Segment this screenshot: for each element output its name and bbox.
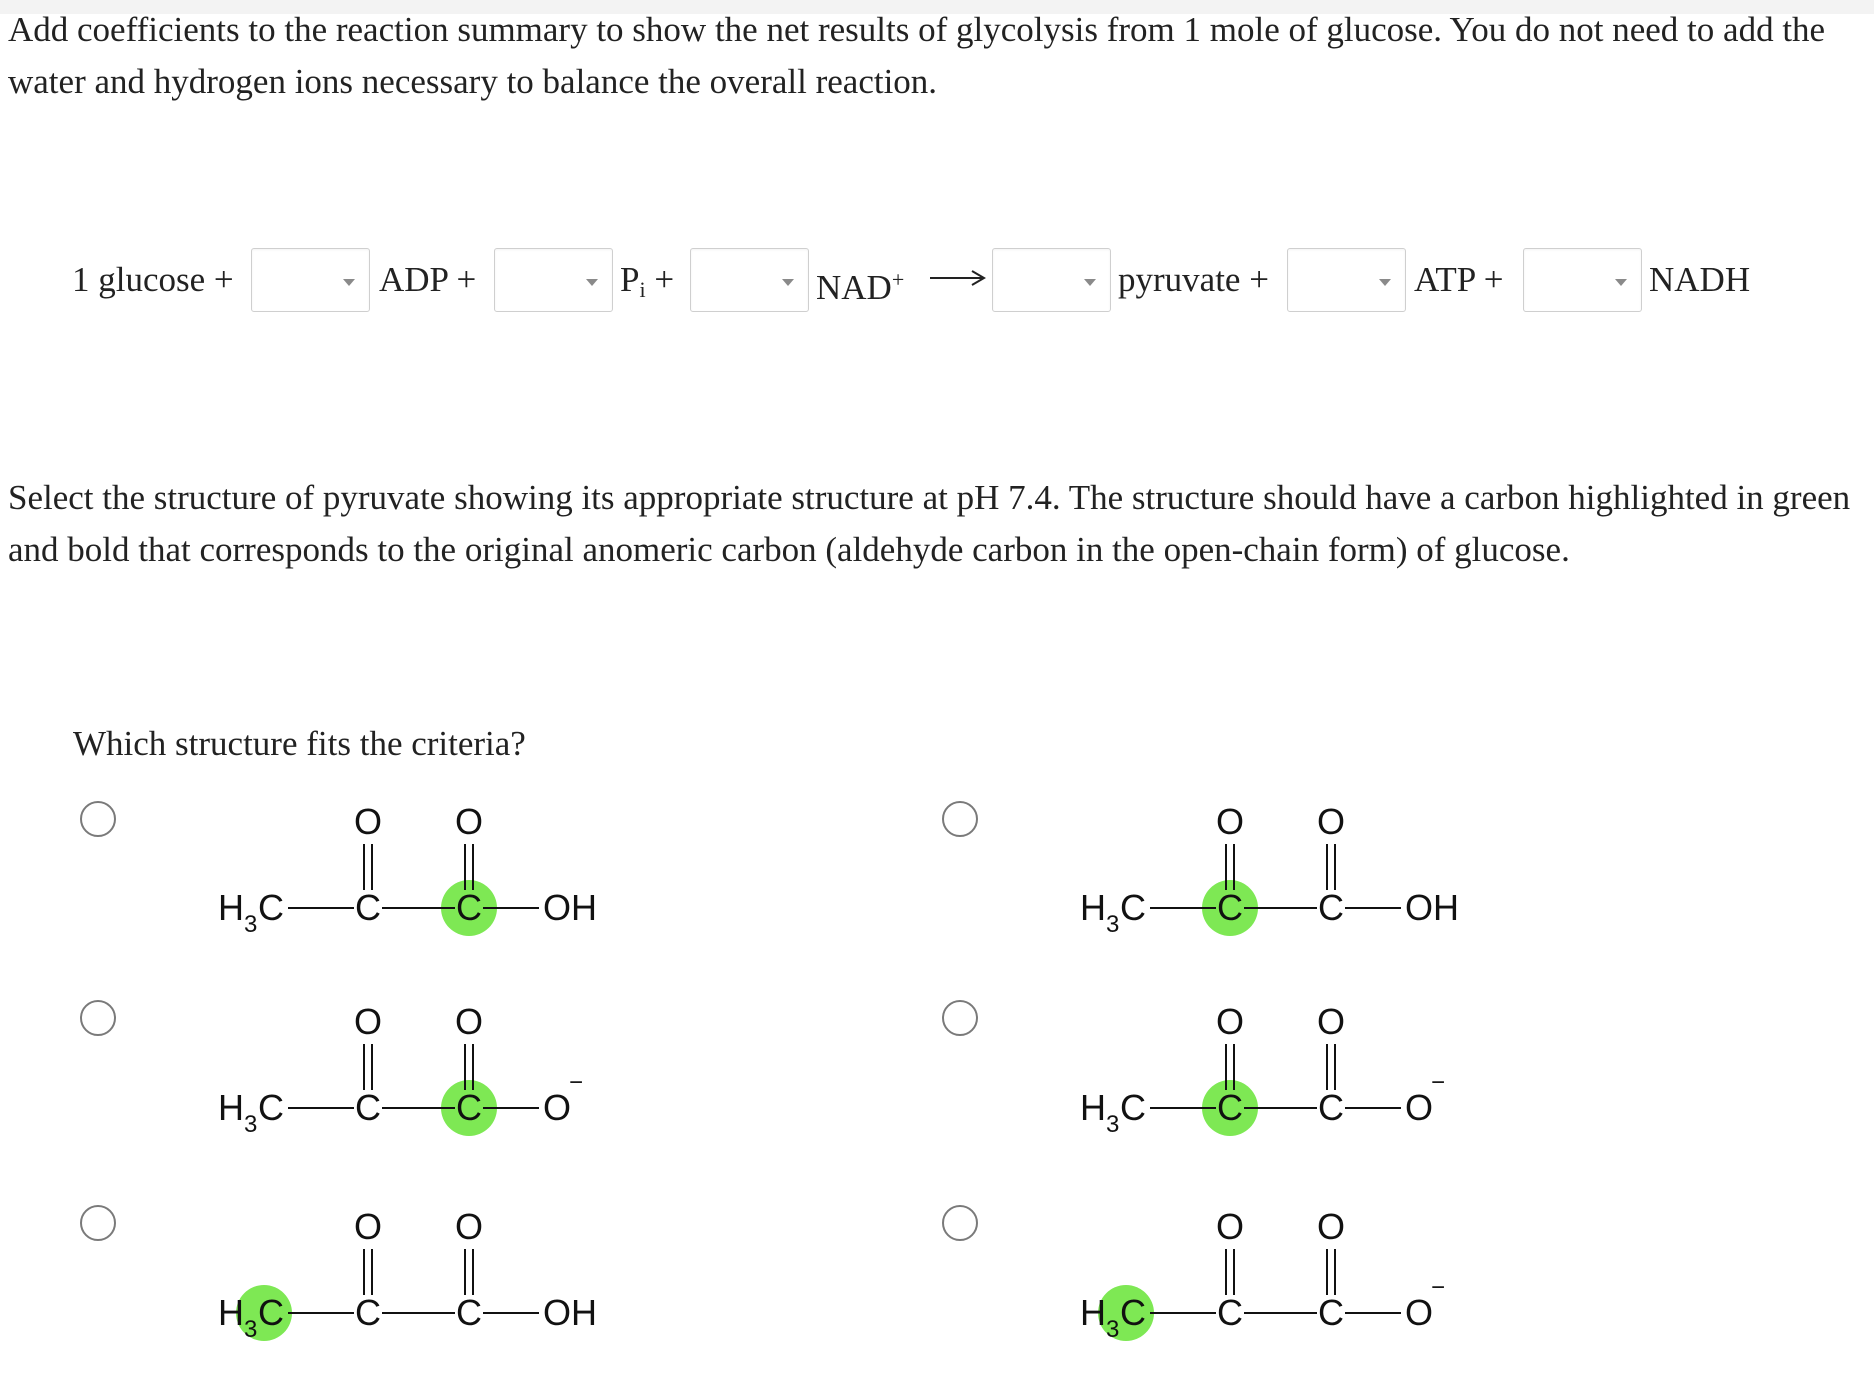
negative-charge-label: − <box>1431 1069 1446 1096</box>
negative-charge-label: − <box>1431 1274 1446 1301</box>
instruction-coefficients: Add coefficients to the reaction summary to show the net results of glycolysis from 1 mole of glucose. You do not need to add the water and hydrogen ions necessary to balance the overall reaction. <box>8 10 1826 101</box>
option-e-radio[interactable] <box>80 1205 116 1241</box>
reaction-equation <box>0 246 1874 314</box>
structure-option-c <box>204 990 624 1190</box>
methyl-h-label: H <box>218 1087 244 1128</box>
carboxylate-oxygen-label: O <box>1405 1292 1434 1333</box>
coefficient-pi-dropdown[interactable] <box>494 248 613 312</box>
carboxyl-carbon-label: C <box>1318 1292 1344 1333</box>
chevron-down-icon <box>343 279 355 286</box>
carbonyl-oxygen-label-2: O <box>454 1206 484 1247</box>
carboxyl-carbon-label: C <box>456 1292 482 1333</box>
coefficient-nadh-dropdown[interactable] <box>1523 248 1642 312</box>
methyl-subscript-label: 3 <box>244 1316 258 1343</box>
carbonyl-carbon-label: C <box>1217 887 1243 928</box>
structure-option-a <box>204 790 624 990</box>
carboxyl-carbon-label: C <box>1318 887 1344 928</box>
chevron-down-icon <box>1379 279 1391 286</box>
structure-option-e <box>204 1195 624 1395</box>
structure-option-d <box>1066 990 1486 1190</box>
term-glucose: 1 glucose + <box>72 260 234 299</box>
term-atp: ATP + <box>1414 260 1504 299</box>
term-pyruvate: pyruvate + <box>1118 260 1269 299</box>
carboxylate-oxygen-label: O <box>543 1087 572 1128</box>
coefficient-pyruvate-dropdown[interactable] <box>992 248 1111 312</box>
carbonyl-carbon-label: C <box>355 1292 381 1333</box>
structure-option-f <box>1066 1195 1486 1395</box>
methyl-h-label: H <box>1080 887 1106 928</box>
coefficient-nad-dropdown[interactable] <box>690 248 809 312</box>
carboxyl-carbon-label: C <box>456 887 482 928</box>
carbonyl-oxygen-label-2: O <box>1316 1206 1346 1247</box>
methyl-h-label: H <box>218 887 244 928</box>
methyl-subscript-label: 3 <box>1106 1111 1120 1138</box>
carbonyl-oxygen-label-1: O <box>353 1206 383 1247</box>
term-adp: ADP + <box>379 260 477 299</box>
term-nad: NAD+ <box>816 267 905 307</box>
negative-charge-label: − <box>569 1069 584 1096</box>
methyl-c-label: C <box>1120 1087 1146 1128</box>
methyl-h-label: H <box>218 1292 244 1333</box>
carbonyl-carbon-label: C <box>1217 1087 1243 1128</box>
carbonyl-oxygen-label-1: O <box>353 801 383 842</box>
methyl-subscript-label: 3 <box>244 911 258 938</box>
methyl-subscript-label: 3 <box>1106 1316 1120 1343</box>
carbonyl-oxygen-label-2: O <box>1316 1001 1346 1042</box>
methyl-subscript-label: 3 <box>1106 911 1120 938</box>
carboxyl-carbon-label: C <box>456 1087 482 1128</box>
methyl-h-label: H <box>1080 1292 1106 1333</box>
structure-option-b <box>1066 790 1486 990</box>
chevron-down-icon <box>782 279 794 286</box>
carbonyl-carbon-label: C <box>1217 1292 1243 1333</box>
reaction-arrow-icon <box>928 262 988 292</box>
carbonyl-oxygen-label-1: O <box>353 1001 383 1042</box>
hydroxyl-label: OH <box>543 1292 597 1333</box>
methyl-c-label: C <box>258 1292 284 1333</box>
option-b-radio[interactable] <box>942 801 978 837</box>
carbonyl-oxygen-label-1: O <box>1215 1206 1245 1247</box>
carbonyl-oxygen-label-2: O <box>454 801 484 842</box>
carbonyl-oxygen-label-2: O <box>1316 801 1346 842</box>
question-text: Which structure fits the criteria? <box>73 724 526 763</box>
option-f-radio[interactable] <box>942 1205 978 1241</box>
carbonyl-carbon-label: C <box>355 1087 381 1128</box>
methyl-h-label: H <box>1080 1087 1106 1128</box>
carbonyl-carbon-label: C <box>355 887 381 928</box>
chevron-down-icon <box>1084 279 1096 286</box>
carboxylate-oxygen-label: O <box>1405 1087 1434 1128</box>
coefficient-adp-dropdown[interactable] <box>251 248 370 312</box>
term-nadh: NADH <box>1649 260 1751 299</box>
methyl-c-label: C <box>1120 887 1146 928</box>
carbonyl-oxygen-label-1: O <box>1215 801 1245 842</box>
methyl-subscript-label: 3 <box>244 1111 258 1138</box>
carbonyl-oxygen-label-1: O <box>1215 1001 1245 1042</box>
chevron-down-icon <box>1615 279 1627 286</box>
option-d-radio[interactable] <box>942 1000 978 1036</box>
option-a-radio[interactable] <box>80 801 116 837</box>
methyl-c-label: C <box>1120 1292 1146 1333</box>
hydroxyl-label: OH <box>543 887 597 928</box>
term-pi: $P_i$ + <box>620 260 675 302</box>
carbonyl-oxygen-label-2: O <box>454 1001 484 1042</box>
option-c-radio[interactable] <box>80 1000 116 1036</box>
coefficient-atp-dropdown[interactable] <box>1287 248 1406 312</box>
methyl-c-label: C <box>258 887 284 928</box>
chevron-down-icon <box>586 279 598 286</box>
methyl-c-label: C <box>258 1087 284 1128</box>
carboxyl-carbon-label: C <box>1318 1087 1344 1128</box>
hydroxyl-label: OH <box>1405 887 1459 928</box>
instruction-structure: Select the structure of pyruvate showing its appropriate structure at pH 7.4. The structure should have a carbon highlighted in green and bold that corresponds to the original anomeric carbon (aldehyde carbon in the open-chain form) of glucose. <box>8 478 1851 569</box>
